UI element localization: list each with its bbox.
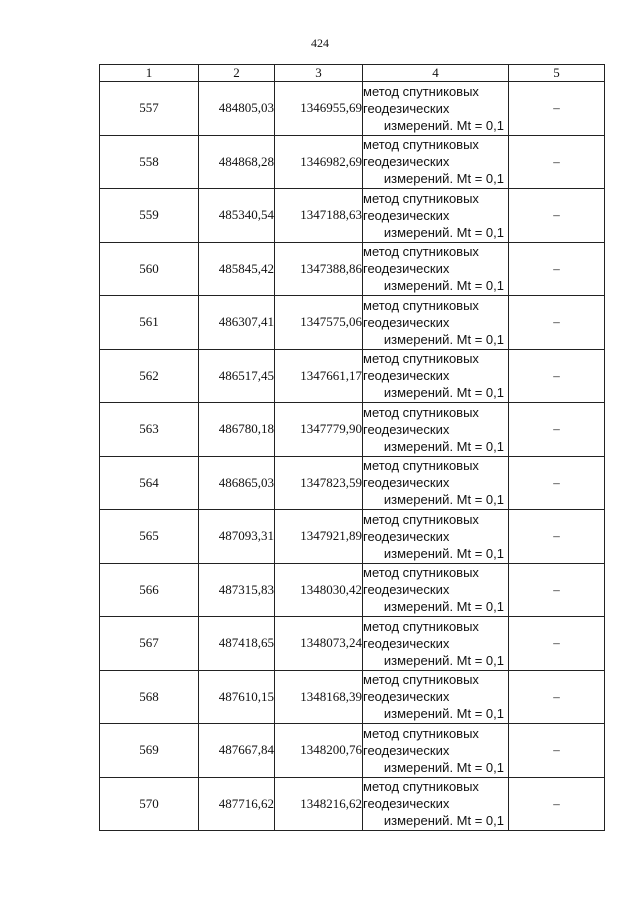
point-number-cell: 561 [100,296,199,350]
x-coordinate-cell: 487418,65 [199,617,275,671]
x-coordinate-cell: 484805,03 [199,82,275,136]
point-number-cell: 568 [100,670,199,724]
method-line: метод спутниковых [363,511,479,527]
column-header-1: 1 [100,65,199,82]
method-line: метод спутниковых [363,83,479,99]
point-number-cell: 569 [100,724,199,778]
point-number-cell: 560 [100,242,199,296]
x-coordinate-cell: 486307,41 [199,296,275,350]
note-cell: – [509,135,605,189]
column-header-2: 2 [199,65,275,82]
method-line: измерений. Mt = 0,1 [383,599,504,615]
y-coordinate-cell: 1347823,59 [275,456,363,510]
coordinates-table [99,64,605,831]
method-line: метод спутниковых [363,190,479,206]
method-line: измерений. Mt = 0,1 [383,759,504,775]
method-line: геодезических [363,475,450,491]
method-cell [363,777,509,831]
x-coordinate-cell: 487716,62 [199,777,275,831]
method-line: геодезических [363,421,450,437]
page-number: 424 [311,36,329,50]
table-row [100,403,605,457]
method-line: метод спутниковых [363,779,479,795]
table-header-row [100,65,605,82]
x-coordinate-cell: 486865,03 [199,456,275,510]
method-cell [363,670,509,724]
table-row [100,777,605,831]
y-coordinate-cell: 1347921,89 [275,510,363,564]
method-cell [363,296,509,350]
y-coordinate-cell: 1347188,63 [275,189,363,243]
y-coordinate-cell: 1347388,86 [275,242,363,296]
y-coordinate-cell: 1348216,62 [275,777,363,831]
note-cell: – [509,189,605,243]
method-cell [363,189,509,243]
method-cell [363,242,509,296]
x-coordinate-cell: 485845,42 [199,242,275,296]
method-line: геодезических [363,689,450,705]
method-line: метод спутниковых [363,351,479,367]
note-cell: – [509,456,605,510]
note-cell: – [509,349,605,403]
method-line: измерений. Mt = 0,1 [383,385,504,401]
method-line: метод спутниковых [363,137,479,153]
column-header-4: 4 [363,65,509,82]
method-cell [363,724,509,778]
method-cell [363,349,509,403]
y-coordinate-cell: 1347779,90 [275,403,363,457]
method-line: геодезических [363,528,450,544]
x-coordinate-cell: 486780,18 [199,403,275,457]
table-row [100,242,605,296]
method-cell [363,510,509,564]
point-number-cell: 570 [100,777,199,831]
x-coordinate-cell: 487667,84 [199,724,275,778]
note-cell: – [509,82,605,136]
method-line: измерений. Mt = 0,1 [383,117,504,133]
note-cell: – [509,777,605,831]
method-line: геодезических [363,742,450,758]
y-coordinate-cell: 1346982,69 [275,135,363,189]
method-line: геодезических [363,154,450,170]
note-cell: – [509,296,605,350]
point-number-cell: 557 [100,82,199,136]
point-number-cell: 563 [100,403,199,457]
method-line: измерений. Mt = 0,1 [383,278,504,294]
x-coordinate-cell: 485340,54 [199,189,275,243]
method-line: измерений. Mt = 0,1 [383,545,504,561]
y-coordinate-cell: 1348168,39 [275,670,363,724]
x-coordinate-cell: 487093,31 [199,510,275,564]
table-row [100,296,605,350]
method-line: геодезических [363,261,450,277]
x-coordinate-cell: 484868,28 [199,135,275,189]
y-coordinate-cell: 1347661,17 [275,349,363,403]
method-cell [363,135,509,189]
method-cell [363,82,509,136]
note-cell: – [509,510,605,564]
point-number-cell: 565 [100,510,199,564]
note-cell: – [509,724,605,778]
method-line: метод спутниковых [363,404,479,420]
method-line: измерений. Mt = 0,1 [383,438,504,454]
table-row [100,617,605,671]
point-number-cell: 558 [100,135,199,189]
x-coordinate-cell: 487610,15 [199,670,275,724]
method-line: геодезических [363,368,450,384]
method-cell [363,617,509,671]
x-coordinate-cell: 486517,45 [199,349,275,403]
y-coordinate-cell: 1348200,76 [275,724,363,778]
table-row [100,510,605,564]
method-line: метод спутниковых [363,725,479,741]
method-line: измерений. Mt = 0,1 [383,171,504,187]
method-cell [363,456,509,510]
y-coordinate-cell: 1348073,24 [275,617,363,671]
point-number-cell: 566 [100,563,199,617]
y-coordinate-cell: 1348030,42 [275,563,363,617]
method-line: геодезических [363,314,450,330]
method-cell [363,563,509,617]
method-line: измерений. Mt = 0,1 [383,224,504,240]
column-header-3: 3 [275,65,363,82]
note-cell: – [509,563,605,617]
table-row [100,563,605,617]
method-line: геодезических [363,635,450,651]
note-cell: – [509,403,605,457]
table-row [100,670,605,724]
note-cell: – [509,617,605,671]
note-cell: – [509,242,605,296]
table-row [100,456,605,510]
method-line: метод спутниковых [363,244,479,260]
method-line: метод спутниковых [363,458,479,474]
method-line: измерений. Mt = 0,1 [383,492,504,508]
table-row [100,135,605,189]
note-cell: – [509,670,605,724]
method-line: метод спутниковых [363,618,479,634]
method-line: измерений. Mt = 0,1 [383,813,504,829]
point-number-cell: 567 [100,617,199,671]
table-row [100,349,605,403]
point-number-cell: 562 [100,349,199,403]
table-row [100,189,605,243]
column-header-5: 5 [509,65,605,82]
method-line: геодезических [363,796,450,812]
y-coordinate-cell: 1347575,06 [275,296,363,350]
method-line: измерений. Mt = 0,1 [383,652,504,668]
point-number-cell: 559 [100,189,199,243]
method-line: геодезических [363,100,450,116]
method-cell [363,403,509,457]
method-line: метод спутниковых [363,565,479,581]
point-number-cell: 564 [100,456,199,510]
method-line: метод спутниковых [363,297,479,313]
table-row [100,724,605,778]
method-line: геодезических [363,582,450,598]
table-row [100,82,605,136]
method-line: измерений. Mt = 0,1 [383,331,504,347]
y-coordinate-cell: 1346955,69 [275,82,363,136]
method-line: измерений. Mt = 0,1 [383,706,504,722]
method-line: геодезических [363,207,450,223]
x-coordinate-cell: 487315,83 [199,563,275,617]
method-line: метод спутниковых [363,672,479,688]
